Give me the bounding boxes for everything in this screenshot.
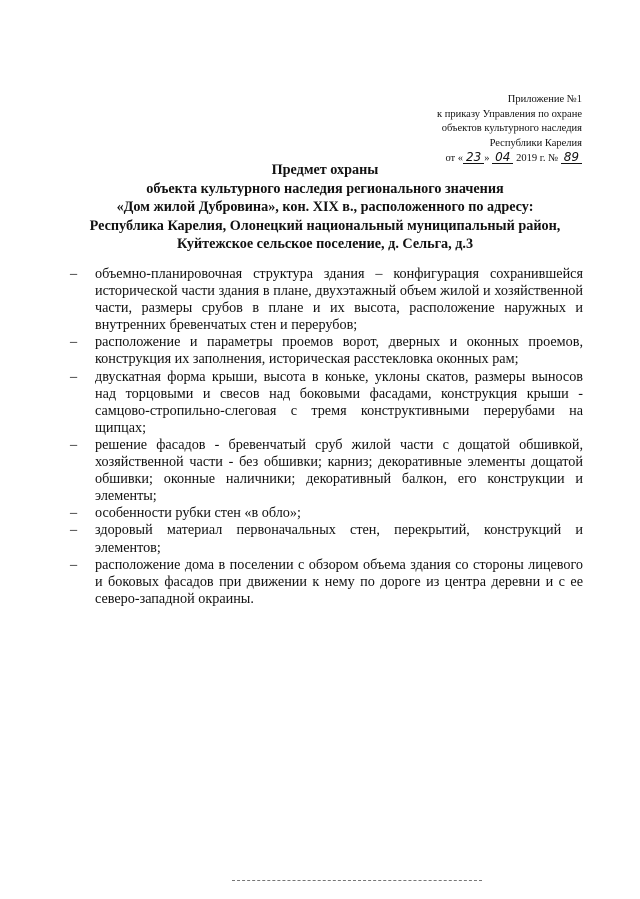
title-line: Куйтежское сельское поселение, д. Сельга, д.3 xyxy=(176,236,474,253)
list-item xyxy=(70,522,583,556)
dash-bullet: – xyxy=(70,334,78,351)
appendix-header xyxy=(322,93,582,167)
appendix-line: Приложение №1 xyxy=(507,94,582,105)
protection-items-list xyxy=(70,266,583,608)
list-item-text: расположение и параметры проемов ворот, дверных и оконных проемов, конструкция их заполнения, историческая расстекловка оконных рам; xyxy=(95,334,583,368)
list-item-text: двускатная форма крыши, высота в коньке, уклоны скатов, размеры выносов над торцовыми и свесов над боковыми фасадами, конструкция крыши - самцово-стропильно-слеговая с тремя конструктивными перерубами на щипцах; xyxy=(95,368,583,436)
handwritten-month: 04 xyxy=(492,151,513,164)
list-item xyxy=(70,334,583,368)
appendix-line: Республики Карелия xyxy=(489,137,582,149)
date-year: 2019 г. № xyxy=(516,153,559,165)
list-item xyxy=(70,369,583,437)
title-line: Предмет охраны xyxy=(271,162,379,178)
document-title xyxy=(40,161,610,254)
list-item-text: решение фасадов - бревенчатый сруб жилой части с дощатой обшивкой, хозяйственной части - без обшивки; карниз; декоративные элементы дощатой обшивки; оконные наличники; декоративный балкон, его конструкции и элементы; xyxy=(95,436,583,505)
list-item xyxy=(70,557,583,608)
date-mid: » xyxy=(484,153,490,165)
dash-bullet: – xyxy=(70,368,78,385)
dash-bullet: – xyxy=(70,556,78,573)
list-item xyxy=(70,505,583,522)
list-item xyxy=(70,266,583,334)
footer-divider xyxy=(232,880,482,881)
appendix-line: объектов культурного наследия xyxy=(441,123,582,135)
title-line: Республика Карелия, Олонецкий национальный муниципальный район, xyxy=(89,217,561,234)
title-line: «Дом жилой Дубровина», кон. XIX в., расположенного по адресу: xyxy=(116,199,534,216)
dash-bullet: – xyxy=(70,436,78,453)
list-item-text: здоровый материал первоначальных стен, перекрытий, конструкций и элементов; xyxy=(95,522,583,556)
handwritten-number: 89 xyxy=(561,151,582,164)
title-line: объекта культурного наследия регионального значения xyxy=(146,180,504,197)
date-prefix: от « xyxy=(445,153,464,165)
handwritten-day: 23 xyxy=(463,151,484,164)
appendix-line: к приказу Управления по охране xyxy=(437,108,582,120)
list-item-text: объемно-планировочная структура здания – конфигурация сохранившейся исторической части здания в плане, двухэтажный объем жилой и хозяйственной части, размеры срубов в плане и их высота, расположение наружных и внутренних бревенчатых стен и перерубов; xyxy=(95,266,583,334)
dash-bullet: – xyxy=(70,266,78,282)
dash-bullet: – xyxy=(70,505,78,522)
list-item-text: расположение дома в поселении с обзором объема здания со стороны лицевого и боковых фасадов при движении к нему по дороге из центра деревни и с ее северо-западной окраины. xyxy=(95,556,583,607)
list-item-text: особенности рубки стен «в обло»; xyxy=(95,505,301,522)
dash-bullet: – xyxy=(70,522,78,539)
list-item xyxy=(70,437,583,505)
